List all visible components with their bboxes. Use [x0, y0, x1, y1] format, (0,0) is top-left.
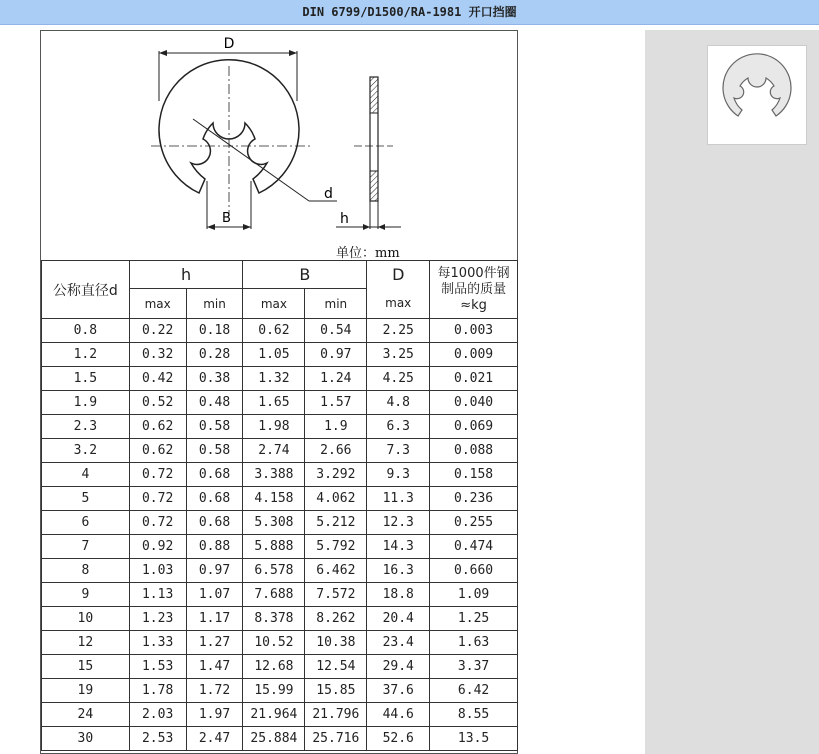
table-cell: 10 — [42, 607, 130, 631]
table-cell: 1.2 — [42, 343, 130, 367]
table-cell: 10.38 — [305, 631, 367, 655]
table-cell: 8 — [42, 559, 130, 583]
table-cell: 9.3 — [367, 463, 430, 487]
table-cell: 1.9 — [305, 415, 367, 439]
table-cell: 2.66 — [305, 439, 367, 463]
table-cell: 24 — [42, 703, 130, 727]
table-cell: 6 — [42, 511, 130, 535]
table-cell: 1.57 — [305, 391, 367, 415]
table-cell: 0.009 — [430, 343, 518, 367]
table-cell: 2.03 — [129, 703, 186, 727]
table-cell: 12 — [42, 631, 130, 655]
table-cell: 52.6 — [367, 727, 430, 751]
table-row — [42, 583, 518, 607]
table-cell: 2.53 — [129, 727, 186, 751]
table-row — [42, 391, 518, 415]
table-row — [42, 607, 518, 631]
table-cell: 0.040 — [430, 391, 518, 415]
table-cell: 1.13 — [129, 583, 186, 607]
table-cell: 15.85 — [305, 679, 367, 703]
table-cell: 0.68 — [186, 511, 243, 535]
table-cell: 9 — [42, 583, 130, 607]
table-cell: 5 — [42, 487, 130, 511]
table-cell: 21.796 — [305, 703, 367, 727]
table-cell: 11.3 — [367, 487, 430, 511]
table-cell: 4 — [42, 463, 130, 487]
table-cell: 1.9 — [42, 391, 130, 415]
table-cell: 5.792 — [305, 535, 367, 559]
table-cell: 25.884 — [243, 727, 305, 751]
table-cell: 1.09 — [430, 583, 518, 607]
table-cell: 0.58 — [186, 415, 243, 439]
table-cell: 2.3 — [42, 415, 130, 439]
table-cell: 19 — [42, 679, 130, 703]
table-cell: 1.97 — [186, 703, 243, 727]
table-cell: 2.47 — [186, 727, 243, 751]
table-cell: 8.55 — [430, 703, 518, 727]
table-cell: 8.378 — [243, 607, 305, 631]
table-cell: 0.8 — [42, 319, 130, 343]
table-cell: 0.62 — [243, 319, 305, 343]
table-cell: 0.255 — [430, 511, 518, 535]
table-cell: 5.888 — [243, 535, 305, 559]
table-cell: 0.62 — [129, 439, 186, 463]
table-row — [42, 535, 518, 559]
table-cell: 3.2 — [42, 439, 130, 463]
header-B: B — [243, 261, 367, 289]
table-cell: 15.99 — [243, 679, 305, 703]
table-cell: 12.3 — [367, 511, 430, 535]
table-cell: 0.42 — [129, 367, 186, 391]
table-cell: 7.688 — [243, 583, 305, 607]
table-cell: 12.68 — [243, 655, 305, 679]
table-cell: 0.54 — [305, 319, 367, 343]
table-cell: 3.25 — [367, 343, 430, 367]
table-cell: 0.97 — [305, 343, 367, 367]
table-cell: 1.24 — [305, 367, 367, 391]
table-cell: 0.97 — [186, 559, 243, 583]
header-D: D — [367, 261, 430, 289]
e-clip-drawing — [41, 31, 517, 261]
table-cell: 1.47 — [186, 655, 243, 679]
table-cell: 0.474 — [430, 535, 518, 559]
table-row — [42, 679, 518, 703]
table-cell: 0.236 — [430, 487, 518, 511]
header-B-max: max — [243, 289, 305, 319]
table-row — [42, 463, 518, 487]
table-cell: 29.4 — [367, 655, 430, 679]
header-nominal: 公称直径d — [42, 261, 130, 319]
table-row — [42, 487, 518, 511]
label-D: D — [223, 36, 235, 52]
table-cell: 5.308 — [243, 511, 305, 535]
table-cell: 1.07 — [186, 583, 243, 607]
table-cell: 6.578 — [243, 559, 305, 583]
table-cell: 1.27 — [186, 631, 243, 655]
table-cell: 0.22 — [129, 319, 186, 343]
table-cell: 15 — [42, 655, 130, 679]
table-cell: 4.062 — [305, 487, 367, 511]
table-cell: 0.68 — [186, 463, 243, 487]
table-cell: 0.88 — [186, 535, 243, 559]
table-row — [42, 631, 518, 655]
table-cell: 4.158 — [243, 487, 305, 511]
table-cell: 44.6 — [367, 703, 430, 727]
header-mass: 每1000件钢 制品的质量 ≈kg — [430, 261, 518, 319]
table-cell: 16.3 — [367, 559, 430, 583]
spec-sheet — [40, 30, 518, 754]
table-cell: 0.088 — [430, 439, 518, 463]
table-cell: 1.53 — [129, 655, 186, 679]
table-row — [42, 511, 518, 535]
table-row — [42, 439, 518, 463]
page-title: DIN 6799/D1500/RA-1981 开口挡圈 — [0, 0, 819, 25]
table-cell: 0.68 — [186, 487, 243, 511]
table-cell: 1.98 — [243, 415, 305, 439]
table-cell: 7 — [42, 535, 130, 559]
table-row — [42, 655, 518, 679]
table-cell: 8.262 — [305, 607, 367, 631]
table-cell: 3.292 — [305, 463, 367, 487]
table-cell: 0.158 — [430, 463, 518, 487]
table-cell: 1.65 — [243, 391, 305, 415]
table-cell: 14.3 — [367, 535, 430, 559]
table-row — [42, 319, 518, 343]
table-cell: 18.8 — [367, 583, 430, 607]
table-cell: 23.4 — [367, 631, 430, 655]
table-cell: 21.964 — [243, 703, 305, 727]
table-cell: 0.72 — [129, 463, 186, 487]
header-B-min: min — [305, 289, 367, 319]
table-cell: 1.23 — [129, 607, 186, 631]
table-cell: 4.25 — [367, 367, 430, 391]
table-cell: 1.05 — [243, 343, 305, 367]
table-cell: 0.72 — [129, 511, 186, 535]
header-h-min: min — [186, 289, 243, 319]
table-row — [42, 703, 518, 727]
e-clip-image — [708, 46, 806, 144]
table-cell: 13.5 — [430, 727, 518, 751]
table-row — [42, 727, 518, 751]
table-cell: 0.48 — [186, 391, 243, 415]
table-cell: 0.92 — [129, 535, 186, 559]
table-cell: 0.18 — [186, 319, 243, 343]
table-cell: 7.3 — [367, 439, 430, 463]
table-cell: 6.3 — [367, 415, 430, 439]
table-cell: 10.52 — [243, 631, 305, 655]
table-cell: 1.72 — [186, 679, 243, 703]
label-B: B — [222, 211, 231, 226]
table-cell: 2.25 — [367, 319, 430, 343]
table-cell: 1.25 — [430, 607, 518, 631]
table-cell: 2.74 — [243, 439, 305, 463]
table-cell: 6.462 — [305, 559, 367, 583]
e-clip-thumbnail[interactable] — [707, 45, 807, 145]
table-cell: 1.78 — [129, 679, 186, 703]
table-cell: 12.54 — [305, 655, 367, 679]
table-cell: 1.63 — [430, 631, 518, 655]
table-cell: 1.33 — [129, 631, 186, 655]
table-cell: 37.6 — [367, 679, 430, 703]
header-D-max: max — [367, 289, 430, 319]
table-row — [42, 559, 518, 583]
table-row — [42, 415, 518, 439]
table-cell: 0.58 — [186, 439, 243, 463]
table-cell: 0.62 — [129, 415, 186, 439]
table-cell: 25.716 — [305, 727, 367, 751]
table-cell: 0.38 — [186, 367, 243, 391]
table-cell: 0.660 — [430, 559, 518, 583]
table-cell: 0.52 — [129, 391, 186, 415]
table-cell: 6.42 — [430, 679, 518, 703]
table-cell: 0.021 — [430, 367, 518, 391]
label-d: d — [324, 186, 333, 202]
table-cell: 30 — [42, 727, 130, 751]
table-cell: 3.388 — [243, 463, 305, 487]
table-row — [42, 343, 518, 367]
header-h-max: max — [129, 289, 186, 319]
table-cell: 0.32 — [129, 343, 186, 367]
table-cell: 1.32 — [243, 367, 305, 391]
table-cell: 0.003 — [430, 319, 518, 343]
right-sidebar — [645, 30, 819, 754]
table-cell: 7.572 — [305, 583, 367, 607]
table-cell: 1.03 — [129, 559, 186, 583]
table-cell: 0.069 — [430, 415, 518, 439]
table-cell: 1.17 — [186, 607, 243, 631]
spec-table — [41, 260, 518, 751]
table-cell: 0.72 — [129, 487, 186, 511]
table-cell: 0.28 — [186, 343, 243, 367]
header-h: h — [129, 261, 243, 289]
table-cell: 4.8 — [367, 391, 430, 415]
table-cell: 5.212 — [305, 511, 367, 535]
unit-label: 单位：mm — [336, 246, 400, 261]
table-cell: 1.5 — [42, 367, 130, 391]
table-cell: 20.4 — [367, 607, 430, 631]
label-h: h — [340, 211, 349, 227]
table-row — [42, 367, 518, 391]
table-cell: 3.37 — [430, 655, 518, 679]
